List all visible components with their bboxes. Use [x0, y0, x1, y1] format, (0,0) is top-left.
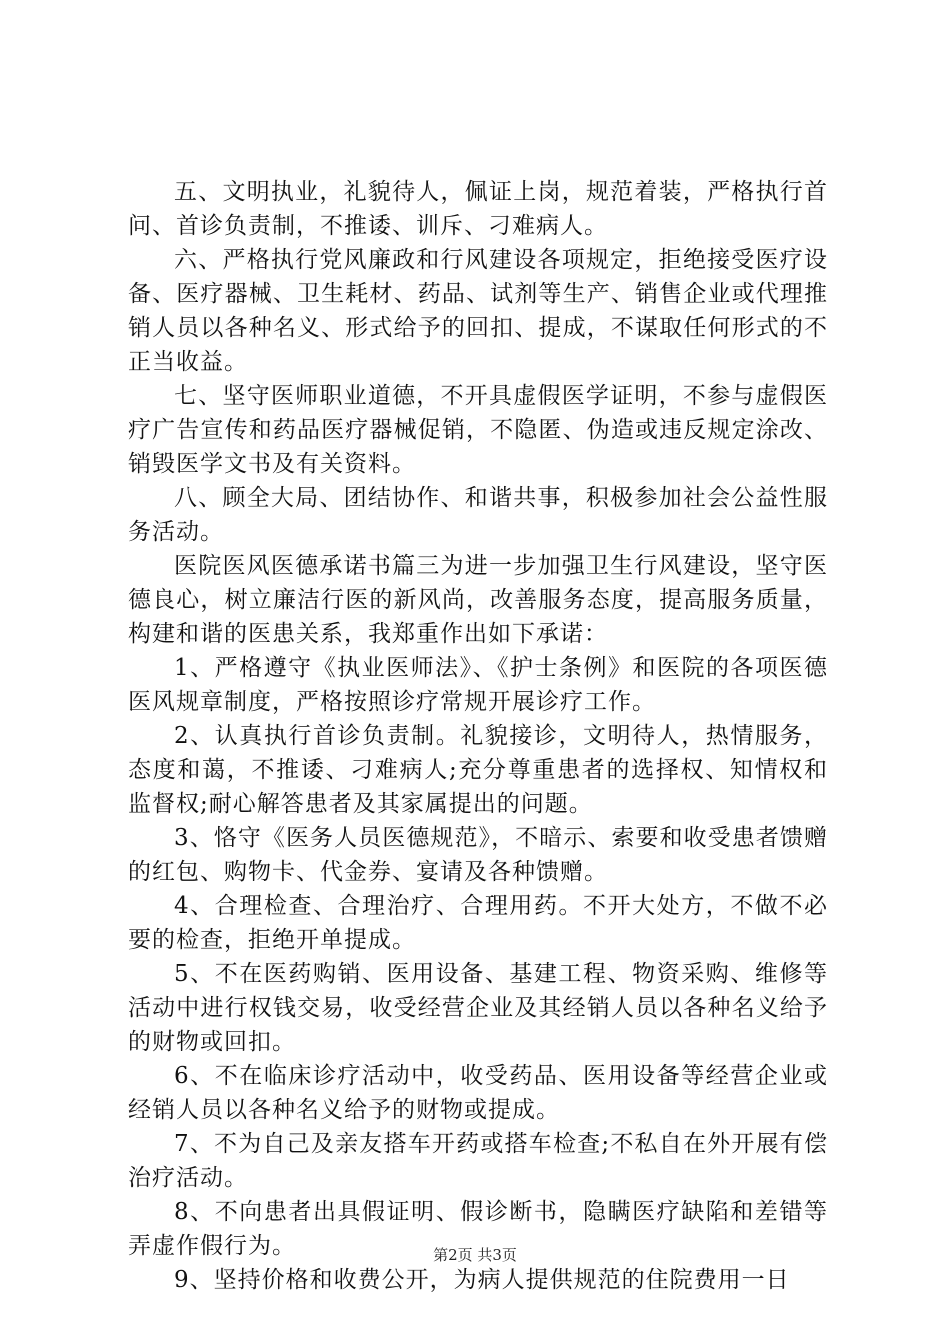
paragraph: 4、合理检查、合理治疗、合理用药。不开大处方，不做不必要的检查，拒绝开单提成。 [128, 893, 828, 953]
paragraph: 7、不为自己及亲友搭车开药或搭车检查;不私自在外开展有偿治疗活动。 [128, 1131, 828, 1191]
page-number-footer: 第2页 共3页 [433, 1246, 517, 1264]
paragraph: 5、不在医药购销、医用设备、基建工程、物资采购、维修等活动中进行权钱交易，收受经营企业及其经销人员以各种名义给予的财物或回扣。 [128, 961, 828, 1055]
document-body [128, 175, 828, 1297]
paragraph: 6、不在临床诊疗活动中，收受药品、医用设备等经营企业或经销人员以各种名义给予的财物或提成。 [128, 1063, 828, 1123]
paragraph: 2、认真执行首诊负责制。礼貌接诊，文明待人，热情服务，态度和蔼，不推诿、刁难病人;充分尊重患者的选择权、知情权和监督权;耐心解答患者及其家属提出的问题。 [128, 723, 828, 817]
paragraph: 七、坚守医师职业道德，不开具虚假医学证明，不参与虚假医疗广告宣传和药品医疗器械促销，不隐匿、伪造或违反规定涂改、销毁医学文书及有关资料。 [128, 383, 828, 477]
paragraph: 八、顾全大局、团结协作、和谐共事，积极参加社会公益性服务活动。 [128, 485, 828, 545]
paragraph: 医院医风医德承诺书篇三为进一步加强卫生行风建设，坚守医德良心，树立廉洁行医的新风尚，改善服务态度，提高服务质量，构建和谐的医患关系，我郑重作出如下承诺： [128, 553, 828, 647]
paragraph: 3、恪守《医务人员医德规范》，不暗示、索要和收受患者馈赠的红包、购物卡、代金券、宴请及各种馈赠。 [128, 825, 828, 885]
paragraph: 五、文明执业，礼貌待人，佩证上岗，规范着装，严格执行首问、首诊负责制，不推诿、训斥、刁难病人。 [128, 179, 828, 239]
paragraph: 1、严格遵守《执业医师法》、《护士条例》和医院的各项医德医风规章制度，严格按照诊疗常规开展诊疗工作。 [128, 655, 828, 715]
paragraph: 六、严格执行党风廉政和行风建设各项规定，拒绝接受医疗设备、医疗器械、卫生耗材、药品、试剂等生产、销售企业或代理推销人员以各种名义、形式给予的回扣、提成，不谋取任何形式的不正当收益。 [128, 247, 828, 375]
paragraph: 9、坚持价格和收费公开，为病人提供规范的住院费用一日 [174, 1267, 790, 1293]
paragraph: 8、不向患者出具假证明、假诊断书，隐瞒医疗缺陷和差错等弄虚作假行为。 [128, 1199, 828, 1259]
